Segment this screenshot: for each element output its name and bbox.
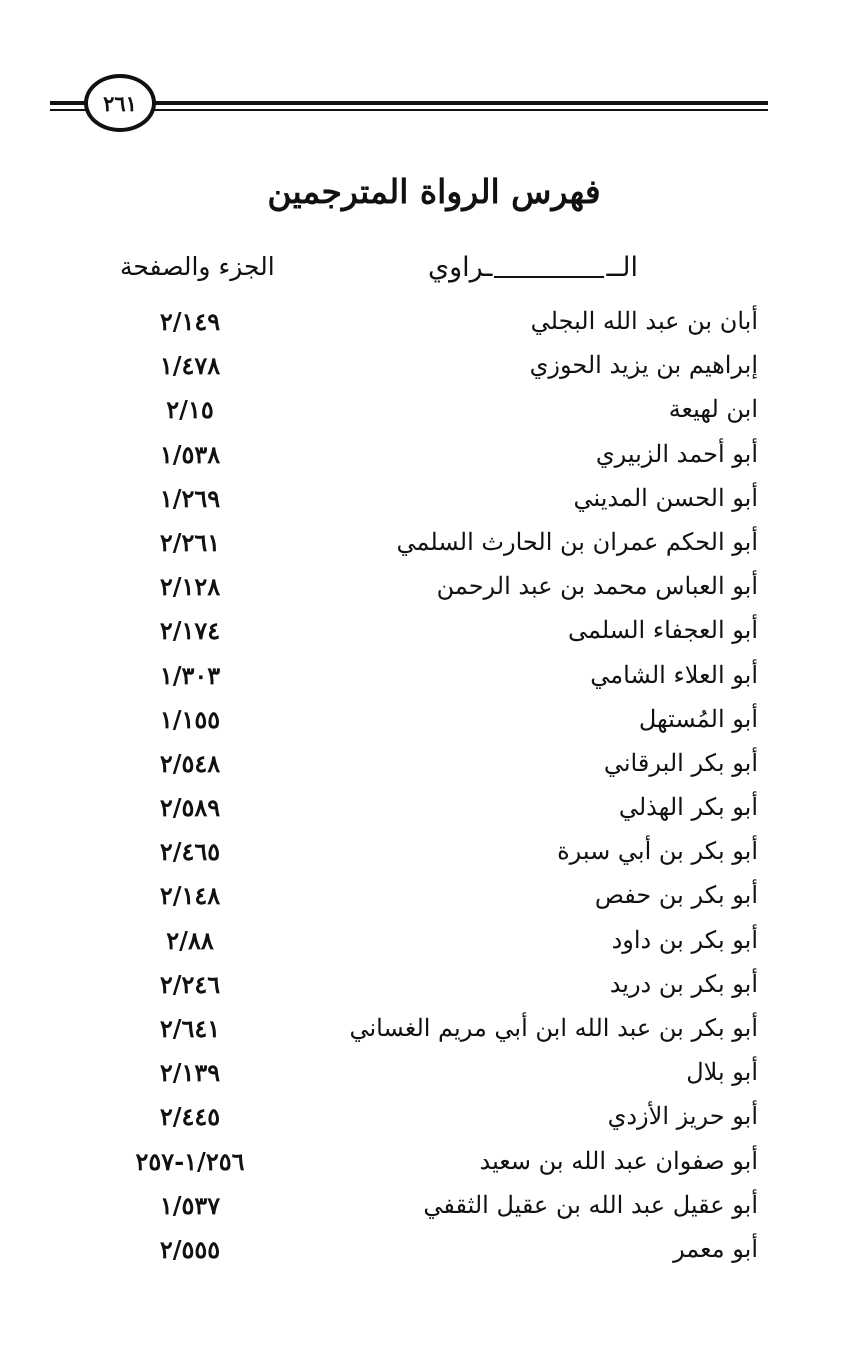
narrator-name: أبو أحمد الزبيري xyxy=(595,439,758,468)
index-entry-row xyxy=(0,705,868,749)
volume-page-ref: ٢/١٤٩ xyxy=(159,307,221,336)
narrator-name: أبو العجفاء السلمى xyxy=(567,616,758,645)
narrator-name: أبو بلال xyxy=(686,1058,758,1087)
narrator-name: أبو الحسن المديني xyxy=(573,483,758,512)
narrator-name: أبو عقيل عبد الله بن عقيل الثقفي xyxy=(423,1190,758,1219)
narrator-name: أبان بن عبد الله البجلي xyxy=(530,307,758,335)
index-entry-row xyxy=(0,793,868,837)
narrator-column-header xyxy=(428,252,638,283)
narrator-name: أبو حريز الأزدي xyxy=(607,1102,758,1131)
index-entry-row xyxy=(0,926,868,970)
volume-page-ref: ٢/٤٤٥ xyxy=(159,1102,221,1132)
index-entry-row xyxy=(0,440,868,484)
narrator-name: أبو المُستهل xyxy=(638,704,758,733)
index-entry-row xyxy=(0,1147,868,1191)
volume-page-ref: ٢/٨٨ xyxy=(166,925,214,955)
page-title: فهرس الرواة المترجمين xyxy=(267,172,601,211)
narrator-name: أبو بكر الهذلي xyxy=(618,793,758,822)
volume-page-ref: ٢/٦٤١ xyxy=(159,1014,221,1043)
volume-page-ref: ٢/١٣٩ xyxy=(159,1058,221,1088)
volume-page-ref: ٢/١٧٤ xyxy=(159,616,221,646)
narrator-name: أبو بكر بن دريد xyxy=(609,969,758,998)
index-entry-row xyxy=(0,616,868,660)
narrator-name: أبو العباس محمد بن عبد الرحمن xyxy=(436,572,758,601)
narrator-name: أبو الحكم عمران بن الحارث السلمي xyxy=(396,527,758,556)
index-entry-row xyxy=(0,1235,868,1279)
volume-page-ref: ١/١٥٥ xyxy=(159,704,221,734)
volume-page-ref: ٢/٤٦٥ xyxy=(159,837,221,867)
narrator-name: أبو بكر بن أبي سبرة xyxy=(557,837,758,866)
narrator-name: أبو معمر xyxy=(673,1234,758,1263)
narrator-header-start: الــ xyxy=(606,252,638,283)
narrator-name: إبراهيم بن يزيد الحوزي xyxy=(529,351,758,380)
page-number-badge xyxy=(84,74,156,132)
index-entry-row xyxy=(0,351,868,395)
volume-page-ref: ١/٢٥٦-٢٥٧ xyxy=(135,1146,245,1176)
volume-page-ref: ٢/١٤٨ xyxy=(159,881,221,911)
index-entry-row xyxy=(0,881,868,925)
index-entry-row xyxy=(0,1102,868,1146)
page-number: ٢٦١ xyxy=(103,90,137,116)
column-headers xyxy=(0,252,868,296)
volume-page-ref: ١/٥٣٧ xyxy=(159,1190,221,1220)
volume-page-ref: ٢/٥٤٨ xyxy=(159,748,221,778)
narrator-name: أبو بكر البرقاني xyxy=(603,748,758,777)
volume-page-ref: ٢/٢٦١ xyxy=(159,527,221,557)
volume-page-ref: ٢/٢٤٦ xyxy=(159,969,221,999)
index-entry-row xyxy=(0,1014,868,1058)
narrator-name: أبو بكر بن داود xyxy=(611,925,758,954)
narrator-name: أبو العلاء الشامي xyxy=(590,660,758,689)
volume-page-ref: ١/٣٠٣ xyxy=(159,660,221,690)
volume-page-ref: ١/٥٣٨ xyxy=(159,439,221,469)
index-entry-row xyxy=(0,395,868,439)
kashida-stretch xyxy=(494,276,604,278)
index-entry-row xyxy=(0,484,868,528)
index-entries xyxy=(0,307,868,1279)
index-entry-row xyxy=(0,837,868,881)
index-entry-row xyxy=(0,528,868,572)
volume-page-ref: ١/٢٦٩ xyxy=(159,483,221,513)
index-entry-row xyxy=(0,661,868,705)
page-header xyxy=(50,74,768,136)
volume-page-ref: ٢/٥٥٥ xyxy=(159,1234,221,1264)
header-rule-thick xyxy=(50,101,768,105)
index-entry-row xyxy=(0,1191,868,1235)
header-rule-thin xyxy=(50,109,768,111)
volume-page-ref: ٢/١٥ xyxy=(166,395,214,425)
page-ref-column-header: الجزء والصفحة xyxy=(120,252,275,281)
narrator-name: ابن لهيعة xyxy=(668,395,758,424)
index-entry-row xyxy=(0,749,868,793)
narrator-name: أبو بكر بن عبد الله ابن أبي مريم الغساني xyxy=(349,1014,758,1042)
index-entry-row xyxy=(0,970,868,1014)
volume-page-ref: ١/٤٧٨ xyxy=(159,351,221,381)
index-entry-row xyxy=(0,1058,868,1102)
index-entry-row xyxy=(0,307,868,351)
volume-page-ref: ٢/٥٨٩ xyxy=(159,793,221,823)
narrator-header-end: ـراوي xyxy=(427,252,493,283)
narrator-name: أبو بكر بن حفص xyxy=(594,881,758,910)
narrator-name: أبو صفوان عبد الله بن سعيد xyxy=(479,1146,758,1175)
index-entry-row xyxy=(0,572,868,616)
volume-page-ref: ٢/١٢٨ xyxy=(159,572,221,602)
